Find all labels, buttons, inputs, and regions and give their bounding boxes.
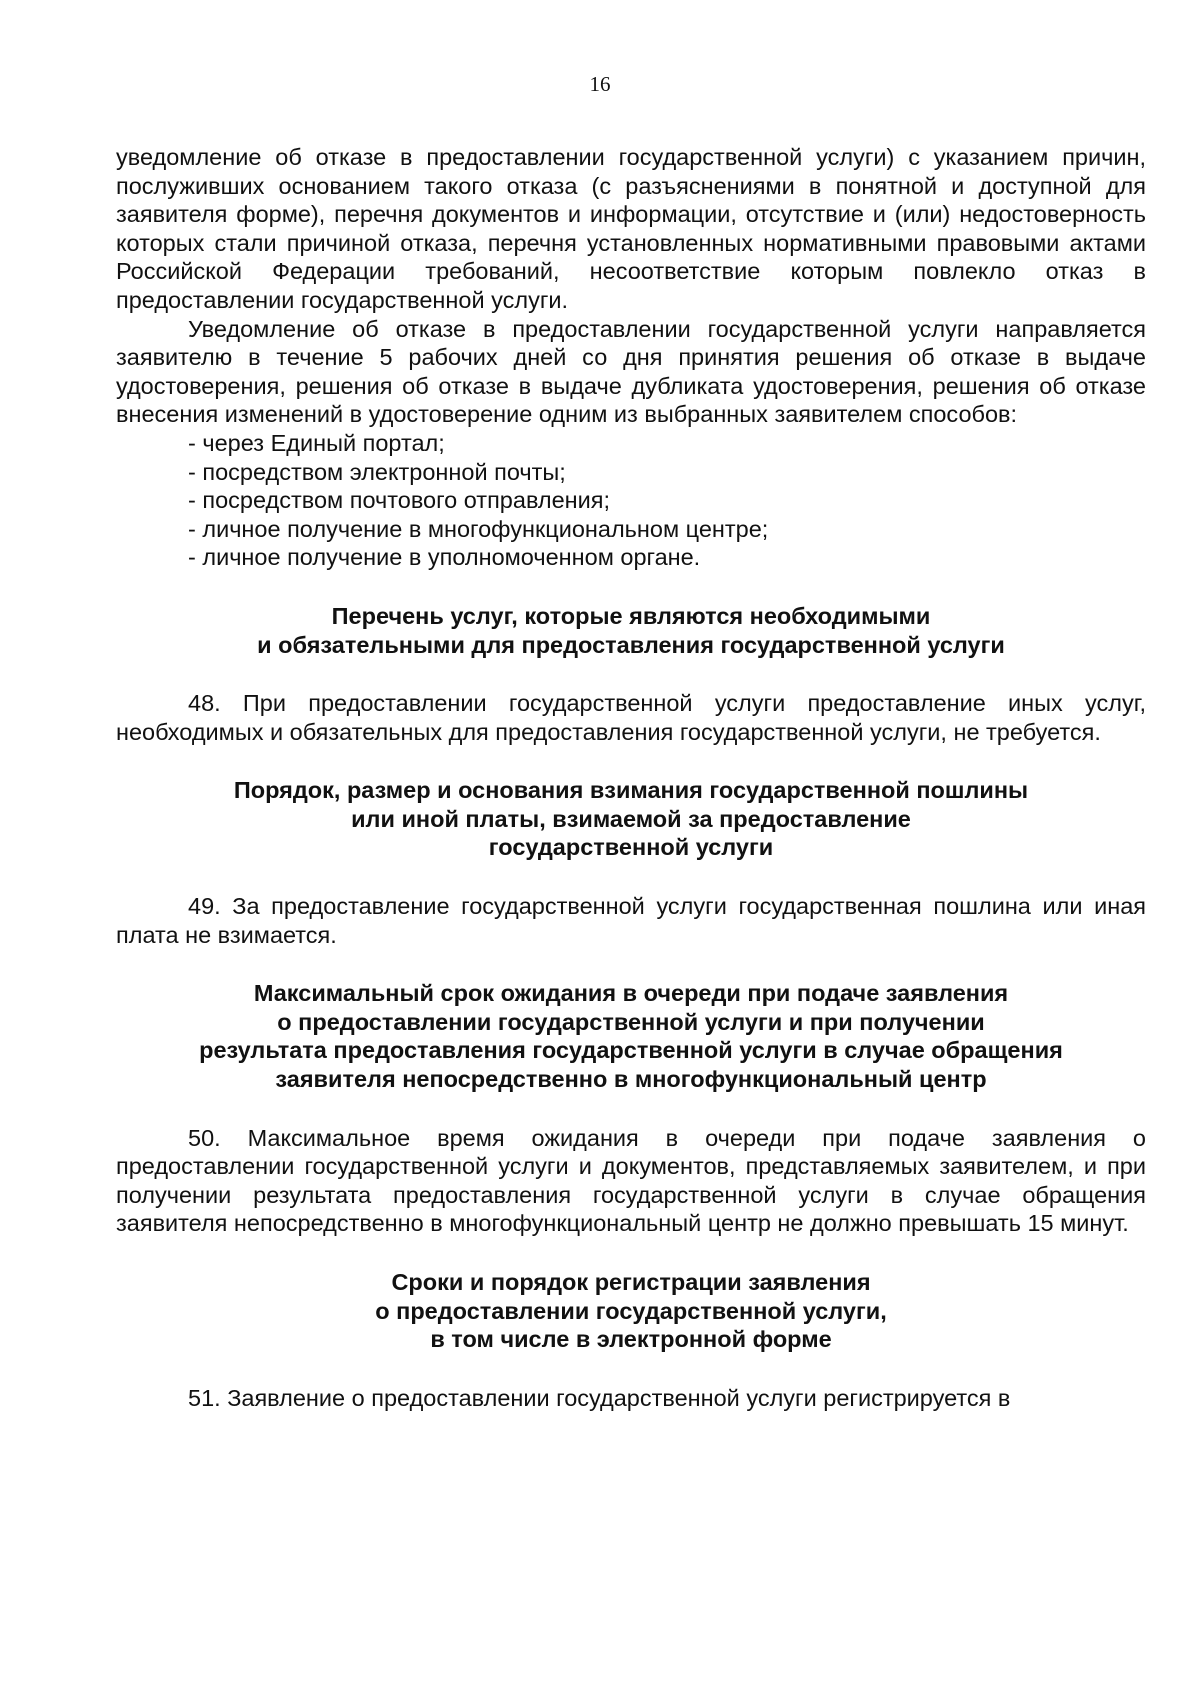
- list-item: - через Единый портал;: [188, 429, 445, 456]
- list-item: - личное получение в уполномоченном органе.: [188, 544, 701, 571]
- intro-paragraph: уведомление об отказе в предоставлении государственной услуги) с указанием причин, послуживших основанием такого отказа (с разъяснениями в понятной и доступной для заявителя форме), перечня документов и информации, отсутствие и (или) недостоверность которых стали причиной отказа, перечня установленных нормативными правовыми актами Российской Федерации требований, несоответствие которым повлекло отказ в предоставлении государственной услуги.: [116, 144, 1146, 313]
- page-number: 16: [589, 72, 611, 96]
- paragraph-48: 48. При предоставлении государственной услуги предоставление иных услуг, необходимых и обязательных для предоставления государственной услуги, не требуется.: [116, 690, 1146, 745]
- document-body: [116, 143, 1146, 1412]
- paragraph-50: 50. Максимальное время ожидания в очереди при подаче заявления о предоставлении государственной услуги и документов, представляемых заявителем, и при получении результата предоставления государственной услуги в случае обращения заявителя непосредственно в многофункциональный центр не должно превышать 15 минут.: [116, 1124, 1146, 1237]
- delivery-methods-list: [116, 429, 1146, 572]
- notice-paragraph: Уведомление об отказе в предоставлении государственной услуги направляется заявителю в течение 5 рабочих дней со дня принятия решения об отказе в выдаче удостоверения, решения об отказе в выдаче дубликата удостоверения, решения об отказе внесения изменений в удостоверение одним из выбранных заявителем способов:: [116, 315, 1146, 428]
- paragraph-51: 51. Заявление о предоставлении государственной услуги регистрируется в: [188, 1384, 1011, 1411]
- list-item: - посредством почтового отправления;: [188, 487, 611, 514]
- section-heading-queue-time: Максимальный срок ожидания в очереди при подаче заявления о предоставлении государственной услуги и при получении результата предоставления государственной услуги в случае обращения заявителя непосредственно в многофункциональный центр: [199, 980, 1063, 1093]
- list-item: - личное получение в многофункциональном центре;: [188, 515, 769, 542]
- section-heading-state-fee: Порядок, размер и основания взимания государственной пошлины или иной платы, взимаемой за предоставление государственной услуги: [233, 777, 1029, 861]
- section-heading-registration: Сроки и порядок регистрации заявления о предоставлении государственной услуги, в том числе в электронной форме: [375, 1269, 887, 1353]
- list-item: - посредством электронной почты;: [188, 458, 566, 485]
- section-heading-required-services: Перечень услуг, которые являются необходимыми и обязательными для предоставления государственной услуги: [257, 602, 1005, 658]
- paragraph-49: 49. За предоставление государственной услуги государственная пошлина или иная плата не взимается.: [116, 893, 1146, 948]
